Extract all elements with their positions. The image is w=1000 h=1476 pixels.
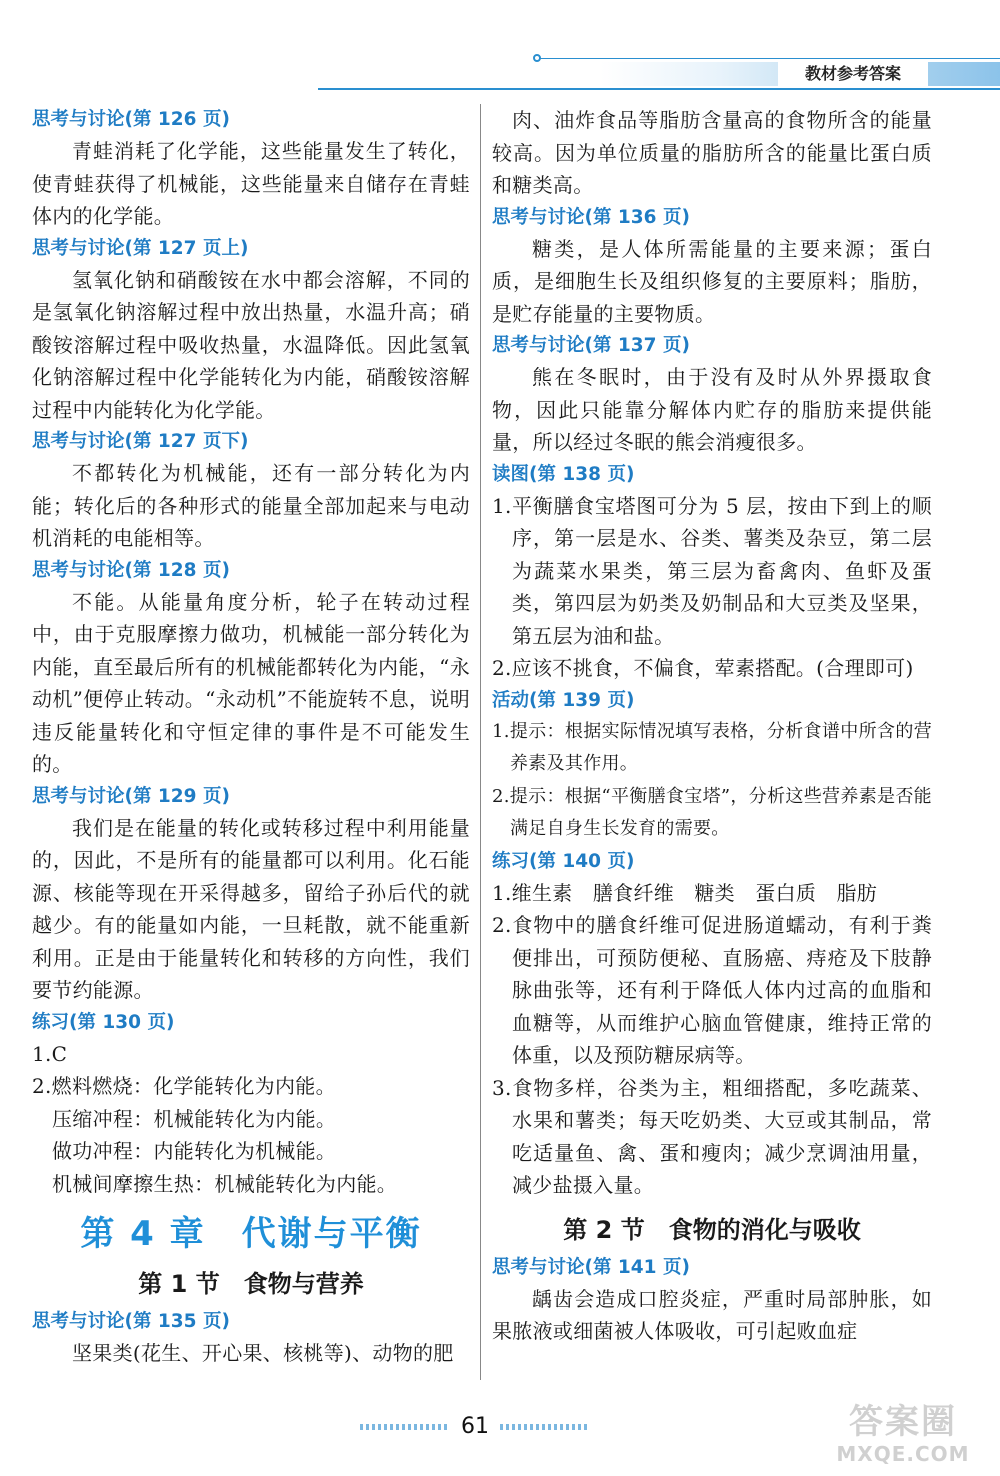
answer-paragraph: 糖类，是人体所需能量的主要来源；蛋白质，是细胞生长及组织修复的主要原料；脂肪，是贮存能量的主要物质。 <box>492 236 932 326</box>
section-heading: 思考与讨论(第 129 页) <box>32 785 230 807</box>
watermark-text: 答案圈 <box>849 1402 957 1442</box>
answer-block <box>32 104 470 233</box>
answer-block <box>32 781 470 1007</box>
reading-block <box>492 459 932 685</box>
section-heading: 活动(第 139 页) <box>492 689 635 711</box>
activity-block <box>492 685 932 846</box>
watermark-logo <box>808 1402 998 1472</box>
left-column <box>32 104 470 1370</box>
practice-block <box>492 846 932 1202</box>
page-header <box>0 0 1000 100</box>
section-heading: 练习(第 130 页) <box>32 1011 175 1033</box>
answer-block <box>32 233 470 427</box>
answer-paragraph: 氢氧化钠和硝酸铵在水中都会溶解，不同的是氢氧化钠溶解过程中放出热量，水温升高；硝酸铵溶解过程中吸收热量，水温降低。因此氢氧化钠溶解过程中化学能转化为内能，硝酸铵溶解过程中内能转化为化学能。 <box>32 267 470 422</box>
answer-block <box>32 555 470 781</box>
header-rule-bottom <box>318 88 1000 90</box>
answer-paragraph: 青蛙消耗了化学能，这些能量发生了转化，使青蛙获得了机械能，这些能量来自储存在青蛙体内的化学能。 <box>32 139 470 228</box>
section-heading: 思考与讨论(第 137 页) <box>492 335 690 356</box>
section-heading: 练习(第 140 页) <box>492 850 635 872</box>
section-title: 第 1 节 食物与营养 <box>138 1270 364 1298</box>
header-dot-ornament <box>533 54 541 62</box>
header-title: 教材参考答案 <box>778 62 928 86</box>
section-heading: 读图(第 138 页) <box>492 463 635 485</box>
list-item: 2.应该不挑食，不偏食，荤素搭配。(合理即可) <box>492 656 914 680</box>
footer-ornament-right <box>500 1424 590 1430</box>
list-item: 2.燃料燃烧：化学能转化为内能。 <box>32 1074 336 1098</box>
section-heading: 思考与讨论(第 128 页) <box>32 559 230 581</box>
continued-paragraph: 肉、油炸食品等脂肪含量高的食物所含的能量较高。因为单位质量的脂肪所含的能量比蛋白质和糖类高。 <box>492 108 932 197</box>
answer-block <box>32 1306 470 1370</box>
list-item: 2.提示：根据“平衡膳食宝塔”，分析这些营养素是否能满足自身生长发育的需要。 <box>492 785 932 839</box>
answer-paragraph: 坚果类(花生、开心果、核桃等)、动物的肥 <box>72 1341 454 1365</box>
watermark-url: MXQE.COM <box>836 1442 970 1466</box>
section-heading: 思考与讨论(第 127 页上) <box>32 237 249 259</box>
section-heading: 思考与讨论(第 136 页) <box>492 206 690 228</box>
list-subline: 机械间摩擦生热：机械能转化为内能。 <box>52 1171 398 1196</box>
chapter-title: 第 4 章 代谢与平衡 <box>80 1214 422 1254</box>
answer-block <box>32 426 470 555</box>
practice-block <box>32 1007 470 1201</box>
list-subline: 压缩冲程：机械能转化为内能。 <box>52 1106 337 1131</box>
section-heading: 思考与讨论(第 135 页) <box>32 1311 230 1332</box>
right-column <box>492 104 932 1348</box>
section-heading: 思考与讨论(第 127 页下) <box>32 431 249 452</box>
list-item: 1.平衡膳食宝塔图可分为 5 层，按由下到上的顺序，第一层是水、谷类、薯类及杂豆，第二层为蔬菜水果类，第三层为畜禽肉、鱼虾及蛋类，第四层为奶类及奶制品和大豆类及坚果，第五层为油和盐。 <box>492 493 932 648</box>
section-heading: 思考与讨论(第 141 页) <box>492 1256 690 1278</box>
list-item: 3.食物多样，谷类为主，粗细搭配，多吃蔬菜、水果和薯类；每天吃奶类、大豆或其制品，常吃适量鱼、禽、蛋和瘦肉；减少烹调油用量，减少盐摄入量。 <box>492 1075 932 1197</box>
list-subline: 做功冲程：内能转化为机械能。 <box>52 1139 337 1163</box>
answer-block <box>492 330 932 459</box>
header-rule-top <box>540 58 1000 59</box>
page-number: 61 <box>461 1414 489 1439</box>
answer-paragraph: 熊在冬眠时，由于没有及时从外界摄取食物，因此只能靠分解体内贮存的脂肪来提供能量，所以经过冬眠的熊会消瘦很多。 <box>492 365 932 454</box>
list-item: 1.提示：根据实际情况填写表格，分析食谱中所含的营养素及其作用。 <box>492 720 932 774</box>
list-item: 1.C <box>32 1041 68 1066</box>
answer-block <box>492 202 932 331</box>
list-item: 2.食物中的膳食纤维可促进肠道蠕动，有利于粪便排出，可预防便秘、直肠癌、痔疮及下肢静脉曲张等，还有利于降低人体内过高的血脂和血糖等，从而维护心脑血管健康，维持正常的体重，以及预防糖尿病等。 <box>492 913 932 1067</box>
answer-block <box>492 1252 932 1348</box>
answer-paragraph: 我们是在能量的转化或转移过程中利用能量的，因此，不是所有的能量都可以利用。化石能源、核能等现在开采得越多，留给子孙后代的就越少。有的能量如内能，一旦耗散，就不能重新利用。正是由于能量转化和转移的方向性，我们要节约能源。 <box>32 815 470 1002</box>
answer-paragraph: 龋齿会造成口腔炎症，严重时局部肿胀，如果脓液或细菌被人体吸收，可引起败血症 <box>492 1286 932 1343</box>
answer-paragraph: 不能。从能量角度分析，轮子在转动过程中，由于克服摩擦力做功，机械能一部分转化为内能，直至最后所有的机械能都转化为内能，“永动机”便停止转动。“永动机”不能旋转不息，说明违反能量转化和守恒定律的事件是不可能发生的。 <box>32 589 470 776</box>
answer-paragraph: 不都转化为机械能，还有一部分转化为内能；转化后的各种形式的能量全部加起来与电动机消耗的电能相等。 <box>32 461 470 550</box>
section-title: 第 2 节 食物的消化与吸收 <box>563 1215 861 1244</box>
footer-ornament-left <box>360 1424 450 1430</box>
column-divider <box>480 104 481 1380</box>
list-item: 1.维生素 膳食纤维 糖类 蛋白质 脂肪 <box>492 880 878 905</box>
section-heading: 思考与讨论(第 126 页) <box>32 109 230 130</box>
